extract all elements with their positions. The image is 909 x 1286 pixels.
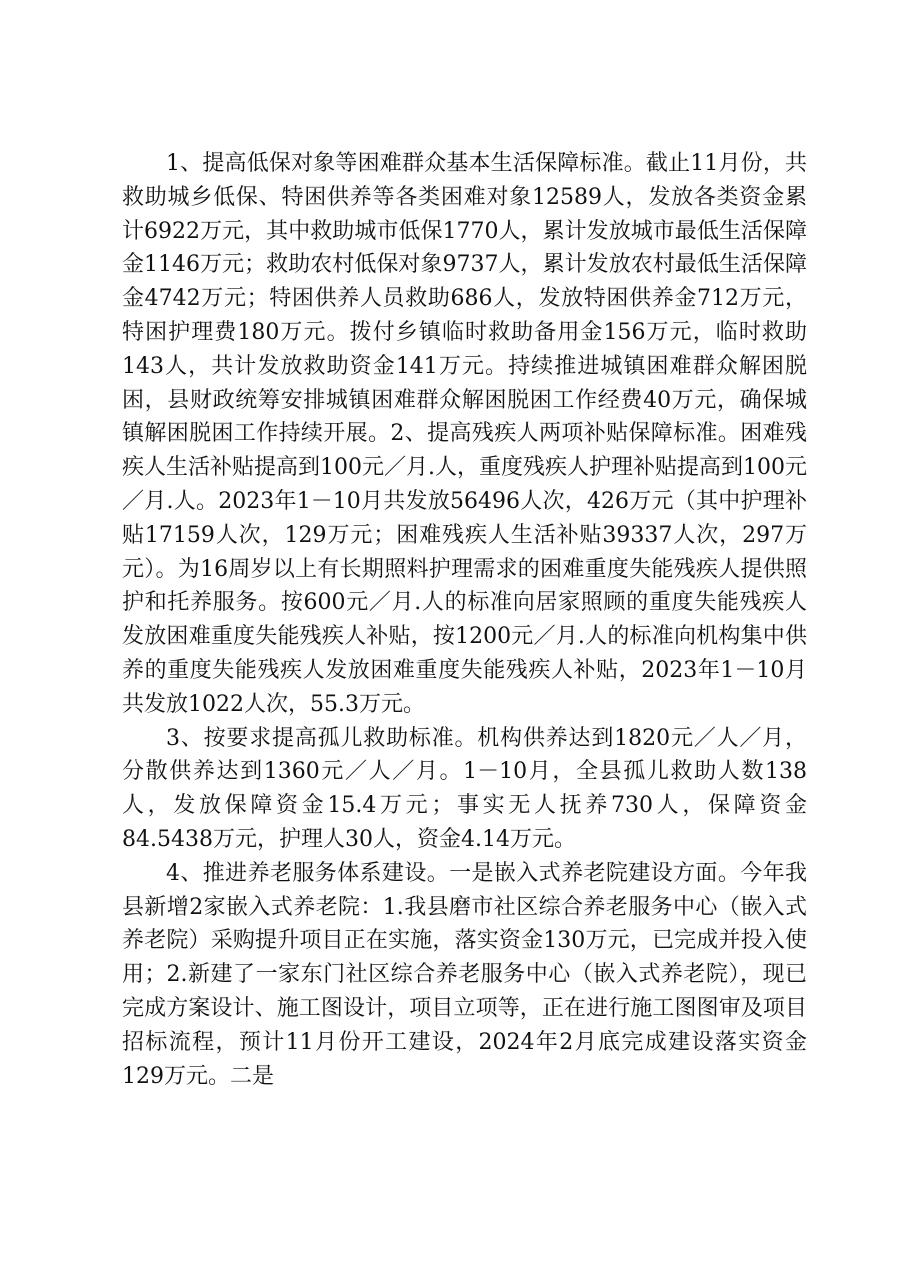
paragraph-orphan-assistance: 3、按要求提高孤儿救助标准。机构供养达到1820元／人／月，分散供养达到1360元／人／月。1－10月，全县孤儿救助人数138人，发放保障资金15.4万元；事实无人抚养730人，保障资金84.5438万元，护理人30人，资金4.14万元。	[122, 725, 807, 852]
paragraph-low-income-and-disability-subsidies: 1、提高低保对象等困难群众基本生活保障标准。截止11月份，共救助城乡低保、特困供养等各类困难对象12589人，发放各类资金累计6922万元，其中救助城市低保1770人，累计发放城市最低生活保障金1146万元；救助农村低保对象9737人，累计发放农村最低生活保障金4742万元；特困供养人员救助686人，发放特困供养金712万元，特困护理费180万元。拨付乡镇临时救助备用金156万元，临时救助143人，共计发放救助资金141万元。持续推进城镇困难群众解困脱困，县财政统筹安排城镇困难群众解困脱困工作经费40万元，确保城镇解困脱困工作持续开展。2、提高残疾人两项补贴保障标准。困难残疾人生活补贴提高到100元／月.人，重度残疾人护理补贴提高到100元／月.人。2023年1－10月共发放56496人次，426万元（其中护理补贴17159人次，129万元；困难残疾人生活补贴39337人次，297万元）。为16周岁以上有长期照料护理需求的困难重度失能残疾人提供照护和托养服务。按600元／月.人的标准向居家照顾的重度失能残疾人发放困难重度失能残疾人补贴，按1200元／月.人的标准向机构集中供养的重度失能残疾人发放困难重度失能残疾人补贴，2023年1－10月共发放1022人次，55.3万元。	[122, 151, 807, 717]
paragraph-elderly-care-system: 4、推进养老服务体系建设。一是嵌入式养老院建设方面。今年我县新增2家嵌入式养老院：1.我县磨市社区综合养老服务中心（嵌入式养老院）采购提升项目正在实施，落实资金130万元，已完成并投入使用；2.新建了一家东门社区综合养老服务中心（嵌入式养老院），现已完成方案设计、施工图设计，项目立项等，正在进行施工图图审及项目招标流程，预计11月份开工建设，2024年2月底完成建设落实资金129万元。二是	[122, 860, 807, 1089]
document-body	[122, 147, 807, 1093]
